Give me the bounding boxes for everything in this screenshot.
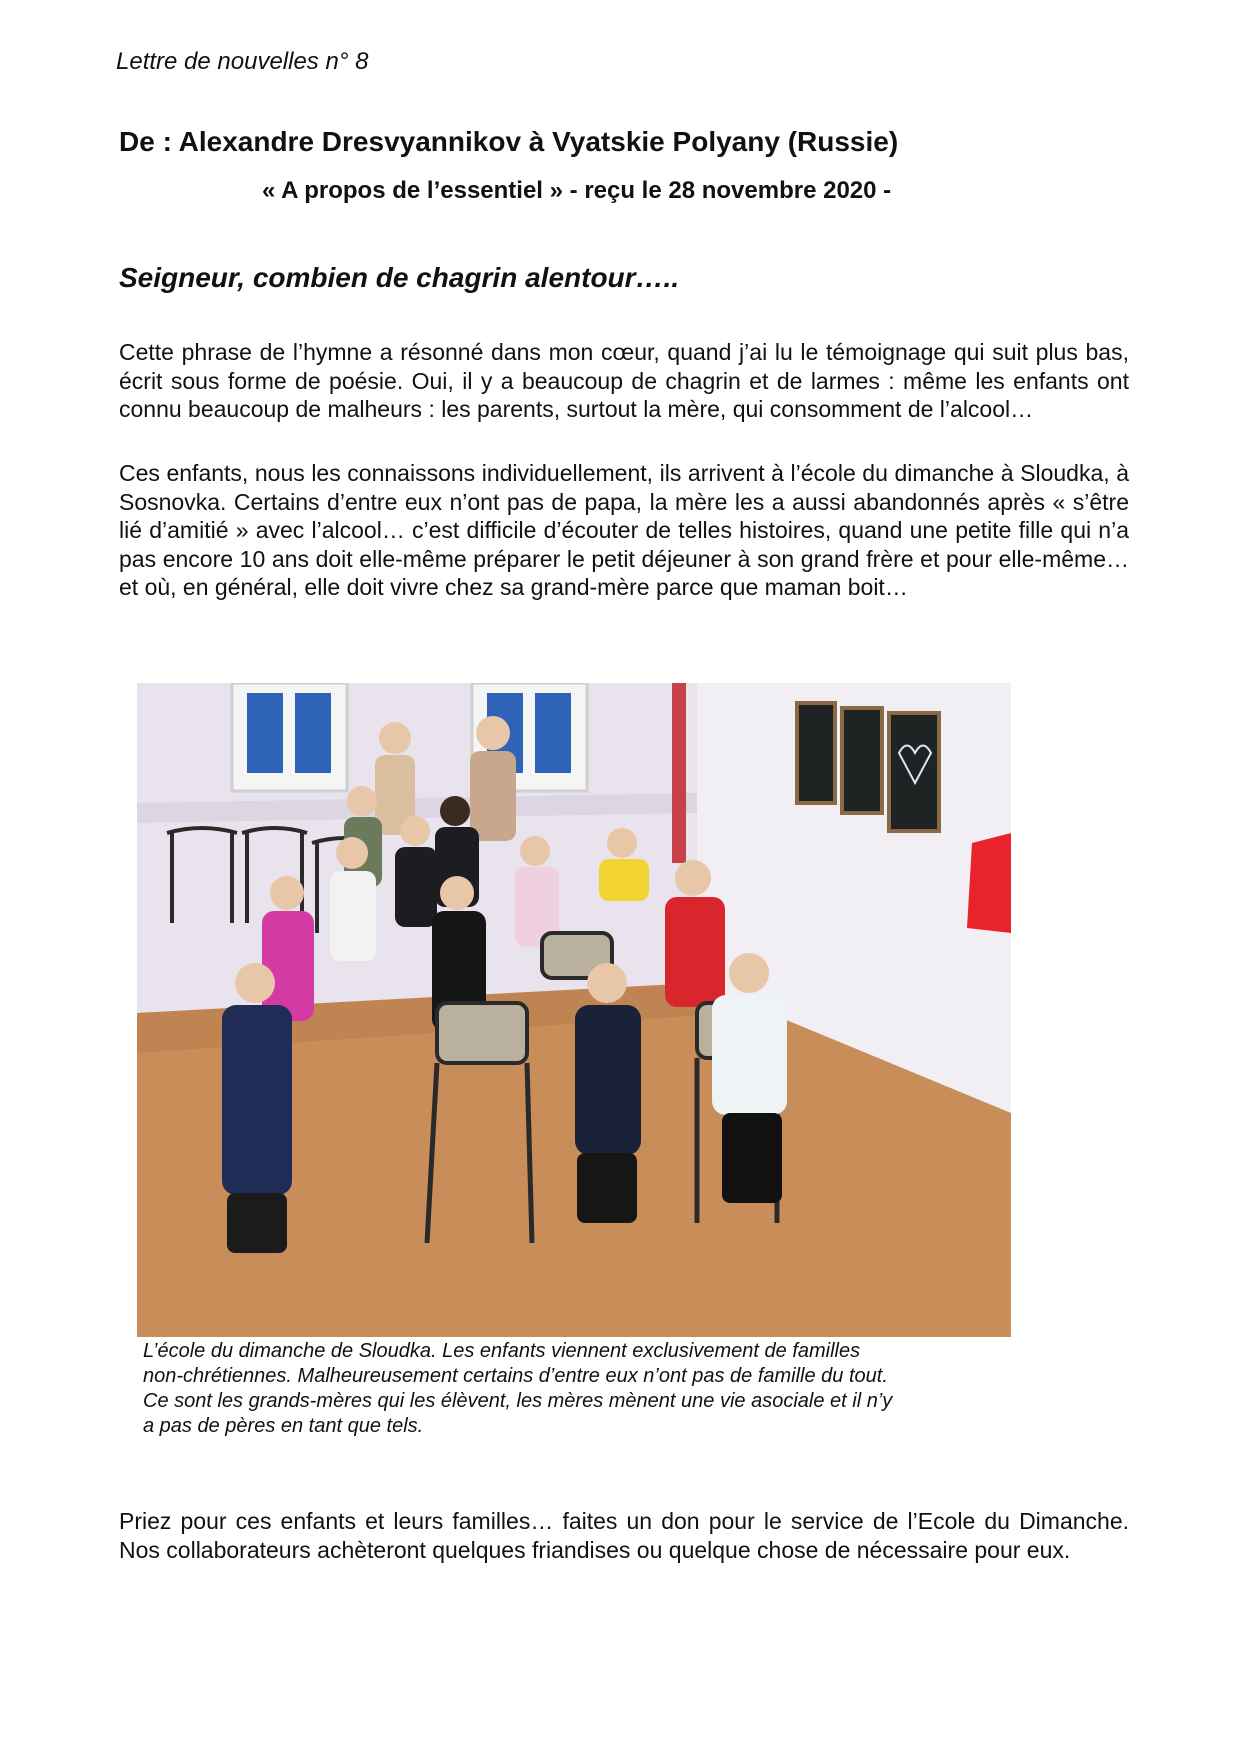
section-heading: Seigneur, combien de chagrin alentour….. [119, 262, 680, 293]
group-photo [137, 683, 1011, 1337]
caption-line: L’école du dimanche de Sloudka. Les enfants viennent exclusivement de familles [143, 1340, 861, 1362]
caption-line: Ce sont les grands-mères qui les élèvent, les mères mènent une vie asociale et il n’y [143, 1390, 893, 1412]
caption-line: non-chrétiennes. Malheureusement certains d’entre eux n’ont pas de famille du tout. [143, 1365, 888, 1387]
photo-caption [143, 1339, 1003, 1439]
newsletter-number: Lettre de nouvelles n° 8 [116, 48, 369, 75]
caption-line: a pas de pères en tant que tels. [143, 1415, 424, 1437]
paragraph-3: Priez pour ces enfants et leurs familles… faites un don pour le service de l’Ecole du Dimanche. Nos collaborateurs achèteront quelques friandises ou quelque chose de nécessaire pour eux. [119, 1508, 1129, 1563]
paragraph-1: Cette phrase de l’hymne a résonné dans mon cœur, quand j’ai lu le témoignage qui suit plus bas, écrit sous forme de poésie. Oui, il y a beaucoup de chagrin et de larmes : même les enfants ont connu beaucoup de malheurs : les parents, surtout la mère, qui consomment de l’alcool… [119, 339, 1129, 422]
letter-subtitle: « A propos de l’essentiel » - reçu le 28 novembre 2020 - [262, 177, 892, 204]
sender-line: De : Alexandre Dresvyannikov à Vyatskie Polyany (Russie) [119, 126, 899, 157]
paragraph-2: Ces enfants, nous les connaissons individuellement, ils arrivent à l’école du dimanche à Sloudka, à Sosnovka. Certains d’entre eux n’ont pas de papa, la mère les a aussi abandonnés après « s’être lié d’amitié » avec l’alcool… c’est difficile d’écouter de telles histoires, quand une petite fille qui n’a pas encore 10 ans doit elle-même préparer le petit déjeuner à son grand frère et pour elle-même… et où, en général, elle doit vivre chez sa grand-mère parce que maman boit… [119, 460, 1129, 600]
